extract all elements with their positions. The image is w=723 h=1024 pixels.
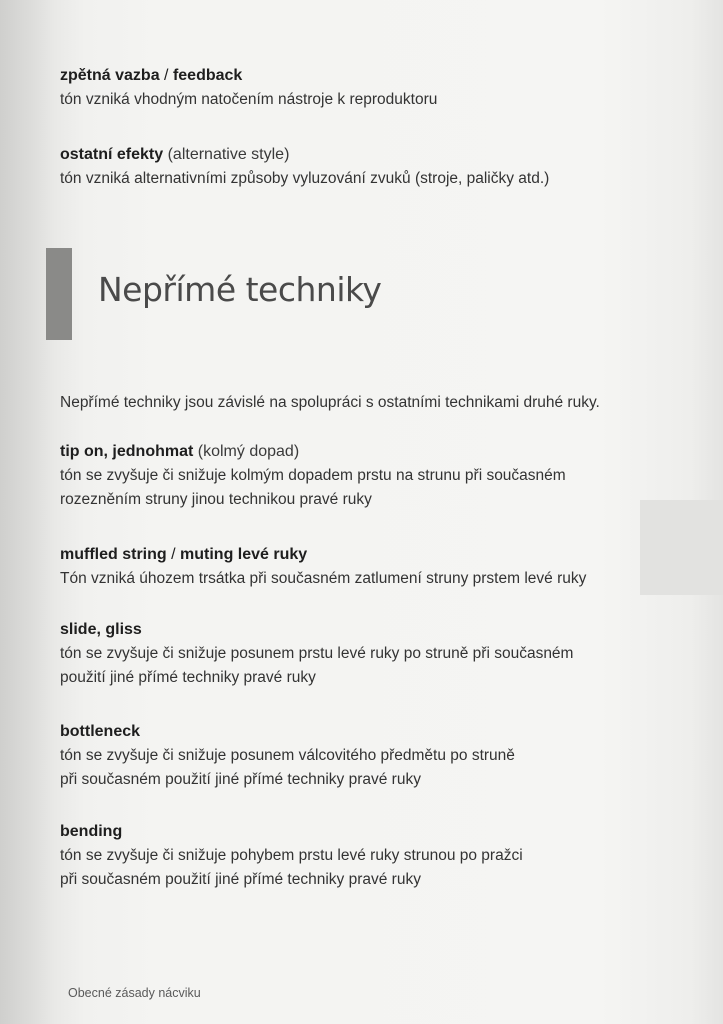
entry-term: [60, 820, 660, 844]
entry-term: [60, 64, 660, 88]
term-note: (kolmý dopad): [193, 443, 300, 460]
term-note: (alternative style): [163, 146, 290, 163]
entry-description: tón se zvyšuje či snižuje pohybem prstu levé ruky strunou po pražci: [60, 847, 523, 864]
section-intro: Nepřímé techniky jsou závislé na spolupráci s ostatními technikami druhé ruky.: [60, 394, 600, 411]
entry-muffled-string: [60, 543, 660, 591]
entry-description: při současném použití jiné přímé techniky pravé ruky: [60, 871, 421, 888]
entry-term: [60, 720, 660, 744]
entry-tip-on: [60, 440, 660, 512]
section-marker-bar: [46, 248, 72, 340]
term-separator: /: [159, 67, 173, 84]
entry-term: [60, 618, 660, 642]
term-separator: /: [166, 546, 181, 563]
term-primary: bending: [60, 823, 123, 840]
term-primary: slide, gliss: [60, 621, 142, 638]
entry-description: Tón vzniká úhozem trsátka při současném zatlumení struny prstem levé ruky: [60, 570, 587, 587]
entry-description: při současném použití jiné přímé techniky pravé ruky: [60, 771, 421, 788]
term-primary: bottleneck: [60, 723, 141, 740]
section-heading: Nepřímé techniky: [98, 270, 382, 309]
page-footer: Obecné zásady nácviku: [68, 986, 201, 1000]
term-primary: ostatní efekty: [60, 146, 164, 163]
entry-bottleneck: [60, 720, 660, 792]
entry-bending: [60, 820, 660, 892]
term-secondary: muting levé ruky: [180, 546, 308, 563]
entry-term: [60, 440, 660, 464]
entry-description: tón vzniká alternativními způsoby vyluzování zvuků (stroje, paličky atd.): [60, 170, 550, 187]
entry-description: použití jiné přímé techniky pravé ruky: [60, 669, 316, 686]
term-secondary: feedback: [172, 67, 243, 84]
term-primary: muffled string: [60, 546, 167, 563]
entry-term: [60, 143, 660, 167]
entry-slide-gliss: [60, 618, 660, 690]
entry-description: rozezněním struny jinou technikou pravé ruky: [60, 491, 372, 508]
entry-term: [60, 543, 660, 567]
entry-description: tón vzniká vhodným natočením nástroje k reproduktoru: [60, 91, 438, 108]
entry-description: tón se zvyšuje či snižuje posunem prstu levé ruky po struně při současném: [60, 645, 574, 662]
term-primary: zpětná vazba: [60, 67, 160, 84]
entry-description: tón se zvyšuje či snižuje kolmým dopadem prstu na strunu při současném: [60, 467, 566, 484]
term-primary: tip on, jednohmat: [60, 443, 194, 460]
entry-description: tón se zvyšuje či snižuje posunem válcovitého předmětu po struně: [60, 747, 515, 764]
entry-other-effects: [60, 143, 660, 191]
entry-feedback: [60, 64, 660, 112]
